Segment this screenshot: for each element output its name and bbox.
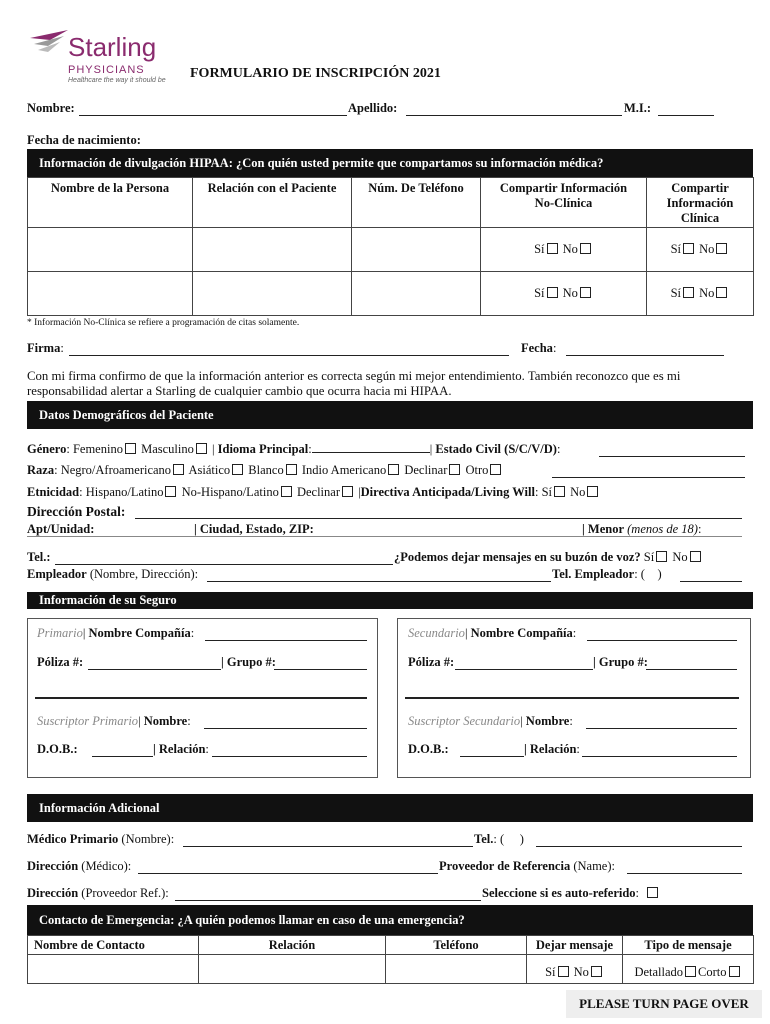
hipaa-cell[interactable] [193,228,352,272]
logo-tagline: Healthcare the way it should be [68,77,166,84]
secundario-poliza-label: Póliza #: [408,655,455,669]
apt-row-line [27,536,742,537]
proveedor-field[interactable] [627,873,742,874]
primario-grupo-field[interactable] [274,669,367,670]
hipaa-col-relacion: Relación con el Paciente [193,178,352,228]
checkbox[interactable] [547,287,558,298]
hipaa-noclinica-choice: Sí No [481,228,647,272]
hipaa-cell[interactable] [28,272,193,316]
checkbox[interactable] [716,287,727,298]
medico-label: Médico Primario (Nombre): [27,832,175,846]
emergency-tipo-choice: Detallado Corto [623,955,754,984]
medico-tel-label: Tel.: ( ) [474,832,524,846]
insurance-header: Información de su Seguro [27,592,753,609]
raza-row: Raza: Negro/Afroamericano Asiático Blanco Indio Americano Declinar Otro [27,463,503,478]
logo-name: Starling [68,32,157,62]
emergency-header: Contacto de Emergencia: ¿A quién podemos llamar en caso de una emergencia? [27,905,753,935]
menor-label: | Menor (menos de 18): [582,522,702,536]
medico-tel-field[interactable] [536,846,742,847]
emergency-col-mensaje: Dejar mensaje [527,936,623,955]
fecha-field[interactable] [566,355,724,356]
checkbox[interactable] [716,243,727,254]
hipaa-cell[interactable] [352,272,481,316]
checkbox[interactable] [580,287,591,298]
secundario-compania-label: Secundario| Nombre Compañía: [408,626,577,640]
turn-page-note: PLEASE TURN PAGE OVER [566,990,762,1018]
dir-medico-field[interactable] [138,873,438,874]
page-title: FORMULARIO DE INSCRIPCIÓN 2021 [190,66,441,81]
raza-otro-field[interactable] [552,477,745,478]
dir-prov-field[interactable] [175,900,481,901]
logo-sub: PHYSICIANS [68,64,145,76]
checkbox[interactable] [587,486,598,497]
checkbox[interactable] [683,243,694,254]
estado-civil-field[interactable] [599,456,745,457]
fecha-nacimiento-label: Fecha de nacimiento: [27,133,141,147]
primario-relacion-label: | Relación: [153,742,209,756]
checkbox[interactable] [490,464,501,475]
emergency-mensaje-choice: Sí No [527,955,623,984]
tel-empleador-label: Tel. Empleador: ( ) [552,567,662,581]
checkbox[interactable] [388,464,399,475]
hipaa-table [27,177,754,316]
genero-row: Género: Femenino Masculino | Idioma Principal: | Estado Civil (S/C/V/D): [27,442,561,456]
primario-compania-label: Primario| Nombre Compañía: [37,626,195,640]
emergency-table [27,935,754,984]
checkbox[interactable] [656,551,667,562]
primario-poliza-field[interactable] [88,669,221,670]
auto-referido-label: Seleccione si es auto-referido: [482,886,660,901]
secundario-dob-label: D.O.B.: [408,742,449,756]
direccion-postal-field[interactable] [135,518,742,519]
secundario-grupo-field[interactable] [646,669,737,670]
tel-label: Tel.: [27,550,51,564]
table-row [28,272,754,316]
hipaa-statement: Con mi firma confirmo de que la información anterior es correcta según mi mejor entendimiento. También reconozco que es mi responsabilidad alertar a Starling de cualquier cambio que ocurra hacia mi HIPAA. [27,369,681,398]
hipaa-cell[interactable] [352,228,481,272]
hipaa-col-nombre: Nombre de la Persona [28,178,193,228]
primario-suscriptor-label: Suscriptor Primario| Nombre: [37,714,191,728]
medico-field[interactable] [183,846,473,847]
checkbox[interactable] [729,966,740,977]
hipaa-clinica-choice: Sí No [647,272,754,316]
apellido-field[interactable] [406,115,622,116]
emergency-col-relacion: Relación [199,936,386,955]
direccion-postal-label: Dirección Postal: [27,504,126,519]
emergency-col-telefono: Teléfono [386,936,527,955]
secundario-suscriptor-label: Suscriptor Secundario| Nombre: [408,714,573,728]
emergency-cell[interactable] [28,955,199,984]
checkbox[interactable] [690,551,701,562]
emergency-cell[interactable] [386,955,527,984]
additional-header: Información Adicional [27,794,753,822]
firma-field[interactable] [69,355,509,356]
firma-label: Firma: [27,341,64,355]
checkbox[interactable] [173,464,184,475]
checkbox[interactable] [196,443,207,454]
emergency-col-nombre: Nombre de Contacto [28,936,199,955]
mi-label: M.I.: [624,101,652,115]
primario-dob-label: D.O.B.: [37,742,78,756]
mensajes-row: ¿Podemos dejar mensajes en su buzón de voz? Sí No [394,550,703,565]
checkbox[interactable] [554,486,565,497]
primario-poliza-label: Póliza #: [37,655,84,669]
fecha-label: Fecha: [521,341,557,355]
checkbox[interactable] [165,486,176,497]
emergency-col-tipo: Tipo de mensaje [623,936,754,955]
primario-extra-line[interactable] [35,697,367,699]
primario-suscriptor-field[interactable] [204,728,367,729]
nombre-label: Nombre: [27,101,75,115]
apellido-label: Apellido: [348,101,398,115]
checkbox[interactable] [683,287,694,298]
secundario-suscriptor-field[interactable] [586,728,737,729]
empleador-label: Empleador (Nombre, Dirección): [27,567,199,581]
demographics-header: Datos Demográficos del Paciente [27,401,753,429]
hipaa-col-clinica: Compartir Información Clínica [647,178,754,228]
checkbox[interactable] [580,243,591,254]
auto-referido-checkbox[interactable] [647,887,658,898]
apt-label: Apt/Unidad: [27,522,95,536]
ciudad-label: | Ciudad, Estado, ZIP: [194,522,314,536]
secundario-extra-line[interactable] [405,697,739,699]
hipaa-cell[interactable] [193,272,352,316]
checkbox[interactable] [125,443,136,454]
hipaa-cell[interactable] [28,228,193,272]
table-row [28,228,754,272]
primario-grupo-label: | Grupo #: [221,655,276,669]
hipaa-col-noclinica: Compartir Información No-Clínica [481,178,647,228]
hipaa-footnote: * Información No-Clínica se refiere a programación de citas solamente. [27,318,300,328]
primario-dob-field[interactable] [92,756,153,757]
nombre-field[interactable] [79,115,347,116]
secundario-grupo-label: | Grupo #: [593,655,648,669]
checkbox[interactable] [286,464,297,475]
secundario-relacion-field[interactable] [582,756,737,757]
hipaa-clinica-choice: Sí No [647,228,754,272]
dir-prov-label: Dirección (Proveedor Ref.): [27,886,169,900]
secundario-relacion-label: | Relación: [524,742,580,756]
dir-medico-label: Dirección (Médico): [27,859,132,873]
checkbox[interactable] [342,486,353,497]
hipaa-col-telefono: Núm. De Teléfono [352,178,481,228]
checkbox[interactable] [685,966,696,977]
checkbox[interactable] [547,243,558,254]
secundario-dob-field[interactable] [460,756,524,757]
tel-empleador-field[interactable] [680,581,742,582]
etnicidad-row: Etnicidad: Hispano/Latino No-Hispano/Latino Declinar |Directiva Anticipada/Living Will: Sí No [27,485,600,500]
checkbox[interactable] [449,464,460,475]
hipaa-noclinica-choice: Sí No [481,272,647,316]
emergency-cell[interactable] [199,955,386,984]
logo [28,28,168,88]
tel-field[interactable] [55,564,393,565]
checkbox[interactable] [558,966,569,977]
checkbox[interactable] [281,486,292,497]
secundario-compania-field[interactable] [587,640,737,641]
hipaa-header: Información de divulgación HIPAA: ¿Con quién usted permite que compartamos su información médica? [27,149,753,177]
primario-relacion-field[interactable] [212,756,367,757]
mi-field[interactable] [658,115,714,116]
checkbox[interactable] [591,966,602,977]
secundario-poliza-field[interactable] [455,669,593,670]
table-row [28,955,754,984]
primario-compania-field[interactable] [205,640,367,641]
checkbox[interactable] [232,464,243,475]
proveedor-label: Proveedor de Referencia (Name): [439,859,615,873]
empleador-field[interactable] [207,581,551,582]
